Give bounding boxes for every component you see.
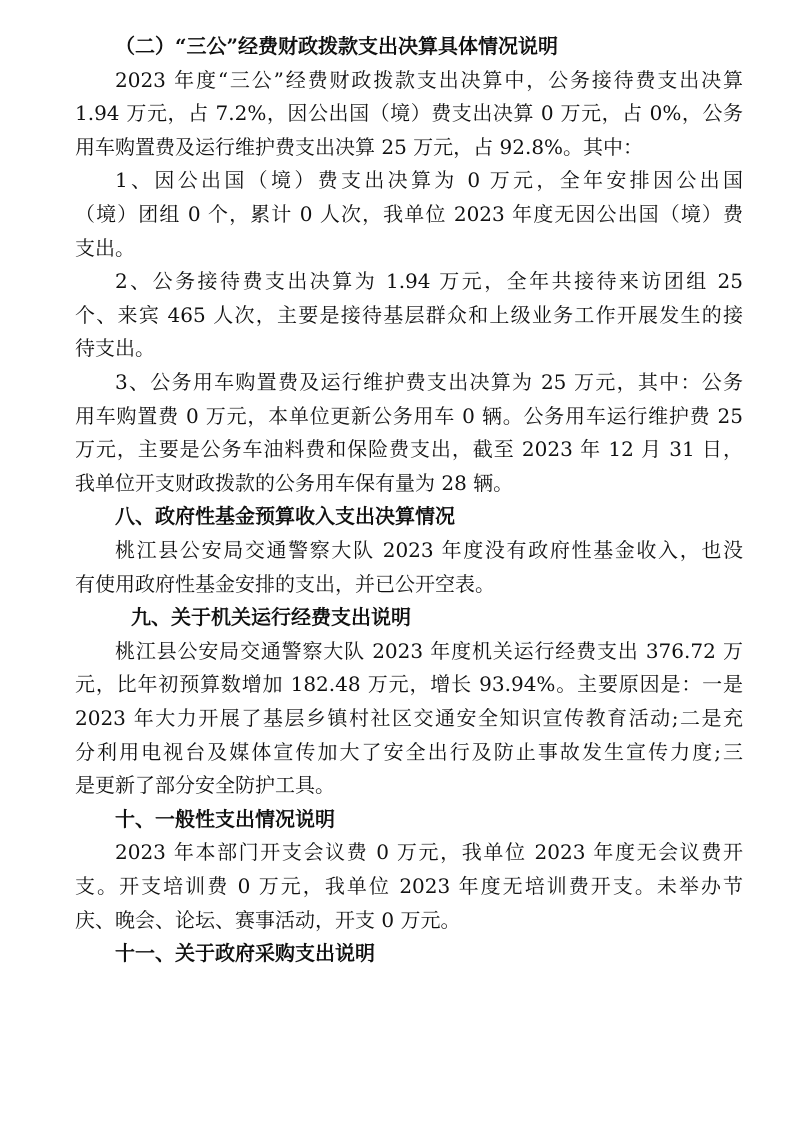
paragraph-line: 是更新了部分安全防护工具。	[75, 773, 335, 798]
section-heading: （二）“三公”经费财政拨款支出决算具体情况说明	[115, 34, 559, 58]
paragraph-line: 1、因公出国（境）费支出决算为 0 万元，全年安排因公出国	[115, 168, 743, 193]
paragraph-line: 分利用电视台及媒体宣传加大了安全出行及防止事故发生宣传力度;三	[75, 739, 743, 764]
section-heading: 八、政府性基金预算收入支出决算情况	[115, 504, 455, 529]
paragraph-line: 支出。	[75, 235, 135, 260]
paragraph-line: 2、公务接待费支出决算为 1.94 万元，全年共接待来访团组 25	[115, 269, 743, 294]
paragraph-line: 用车购置费 0 万元，本单位更新公务用车 0 辆。公务用车运行维护费 25	[75, 403, 743, 428]
paragraph-line: 支。开支培训费 0 万元，我单位 2023 年度无培训费开支。未举办节	[75, 874, 743, 898]
paragraph-line: 3、公务用车购置费及运行维护费支出决算为 25 万元，其中：公务	[115, 370, 743, 394]
paragraph-line: 桃江县公安局交通警察大队 2023 年度机关运行经费支出 376.72 万	[115, 638, 743, 663]
section-heading: 十、一般性支出情况说明	[115, 806, 335, 831]
paragraph-line: 2023 年大力开展了基层乡镇村社区交通安全知识宣传教育活动;二是充	[75, 706, 743, 730]
paragraph-line: 桃江县公安局交通警察大队 2023 年度没有政府性基金收入，也没	[115, 538, 743, 562]
section-heading: 九、关于机关运行经费支出说明	[131, 605, 411, 630]
paragraph-line: 万元，主要是公务车油料费和保险费支出，截至 2023 年 12 月 31 日，	[75, 437, 743, 462]
section-heading: 十一、关于政府采购支出说明	[115, 941, 375, 966]
paragraph-line: 有使用政府性基金安排的支出，并已公开空表。	[75, 571, 495, 596]
paragraph-line: 我单位开支财政拨款的公务用车保有量为 28 辆。	[75, 470, 514, 495]
paragraph-line: 待支出。	[75, 336, 155, 361]
paragraph-line: 1.94 万元，占 7.2%，因公出国（境）费支出决算 0 万元，占 0%，公务	[75, 101, 743, 126]
paragraph-line: 用车购置费及运行维护费支出决算 25 万元，占 92.8%。其中：	[75, 134, 644, 159]
paragraph-line: 2023 年度“三公”经费财政拨款支出决算中，公务接待费支出决算	[115, 67, 743, 92]
paragraph-line: （境）团组 0 个，累计 0 人次，我单位 2023 年度无因公出国（境）费	[75, 202, 743, 226]
paragraph-line: 个、来宾 465 人次，主要是接待基层群众和上级业务工作开展发生的接	[75, 302, 743, 327]
paragraph-line: 庆、晚会、论坛、赛事活动，开支 0 万元。	[75, 907, 461, 932]
paragraph-line: 2023 年本部门开支会议费 0 万元，我单位 2023 年度无会议费开	[115, 840, 743, 865]
paragraph-line: 元，比年初预算数增加 182.48 万元，增长 93.94%。主要原因是：一是	[75, 672, 743, 697]
